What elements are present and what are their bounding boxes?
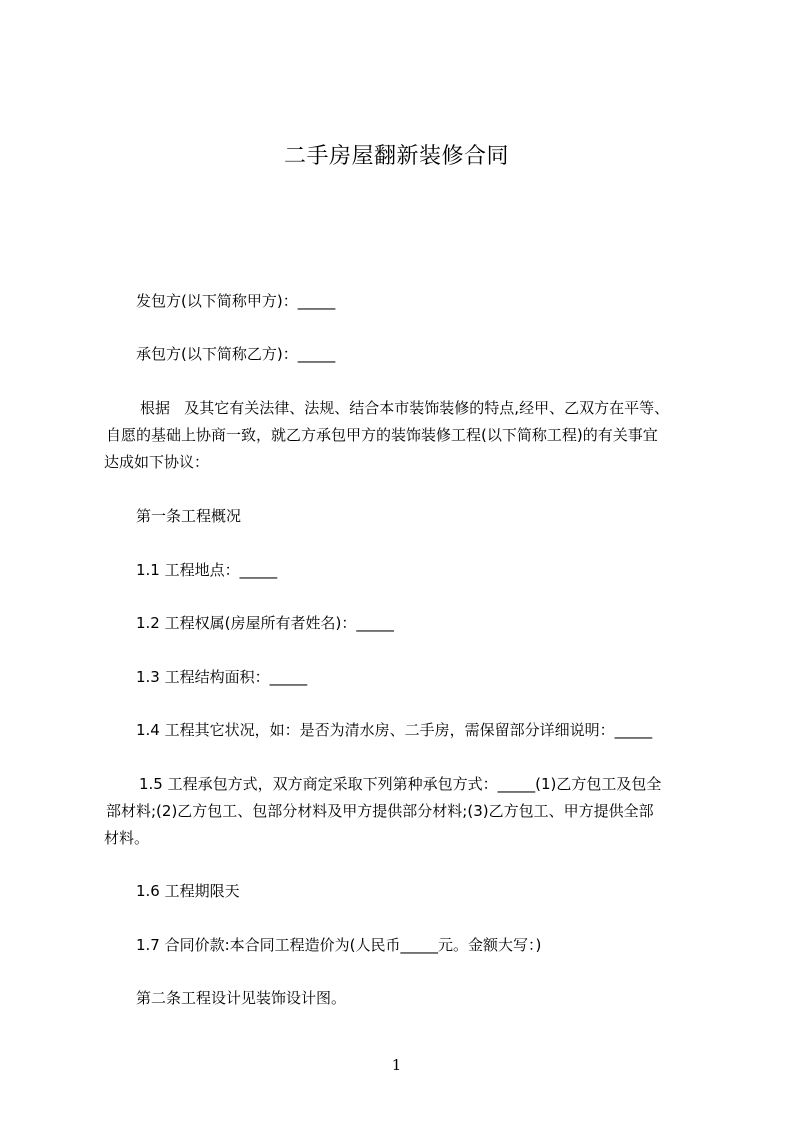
clause-1-6: 1.6 工程期限天 (136, 882, 240, 900)
clause-1-4: 1.4 工程其它状况，如：是否为清水房、二手房，需保留部分详细说明：_____ (136, 721, 653, 739)
preamble-line-3: 达成如下协议： (104, 453, 210, 471)
clause-1-7: 1.7 合同价款:本合同工程造价为(人民币_____元。金额大写：) (136, 936, 542, 954)
section-1-heading: 第一条工程概况 (136, 507, 242, 525)
clause-1-5-line-3: 材料。 (104, 829, 150, 847)
section-2-heading: 第二条工程设计见装饰设计图。 (136, 989, 347, 1007)
clause-1-5-line-2: 部材料;(2)乙方包工、包部分材料及甲方提供部分材料;(3)乙方包工、甲方提供全部 (106, 802, 654, 820)
clause-1-5-line-1: 1.5 工程承包方式，双方商定采取下列第种承包方式：_____(1)乙方包工及包全 (139, 775, 662, 793)
clause-1-1: 1.1 工程地点：_____ (136, 561, 278, 579)
preamble-line-2: 自愿的基础上协商一致，就乙方承包甲方的装饰装修工程(以下简称工程)的有关事宜 (106, 426, 658, 444)
preamble-line-1: 根据 及其它有关法律、法规、结合本市装饰装修的特点,经甲、乙双方在平等、 (140, 399, 670, 417)
clause-1-2: 1.2 工程权属(房屋所有者姓名)：_____ (136, 614, 394, 632)
page-number: 1 (391, 1056, 402, 1074)
party-b-line: 承包方(以下简称乙方)：_____ (136, 345, 336, 363)
party-a-line: 发包方(以下简称甲方)：_____ (136, 292, 336, 310)
document-title: 二手房屋翻新装修合同 (283, 144, 509, 169)
clause-1-3: 1.3 工程结构面积：_____ (136, 668, 308, 686)
